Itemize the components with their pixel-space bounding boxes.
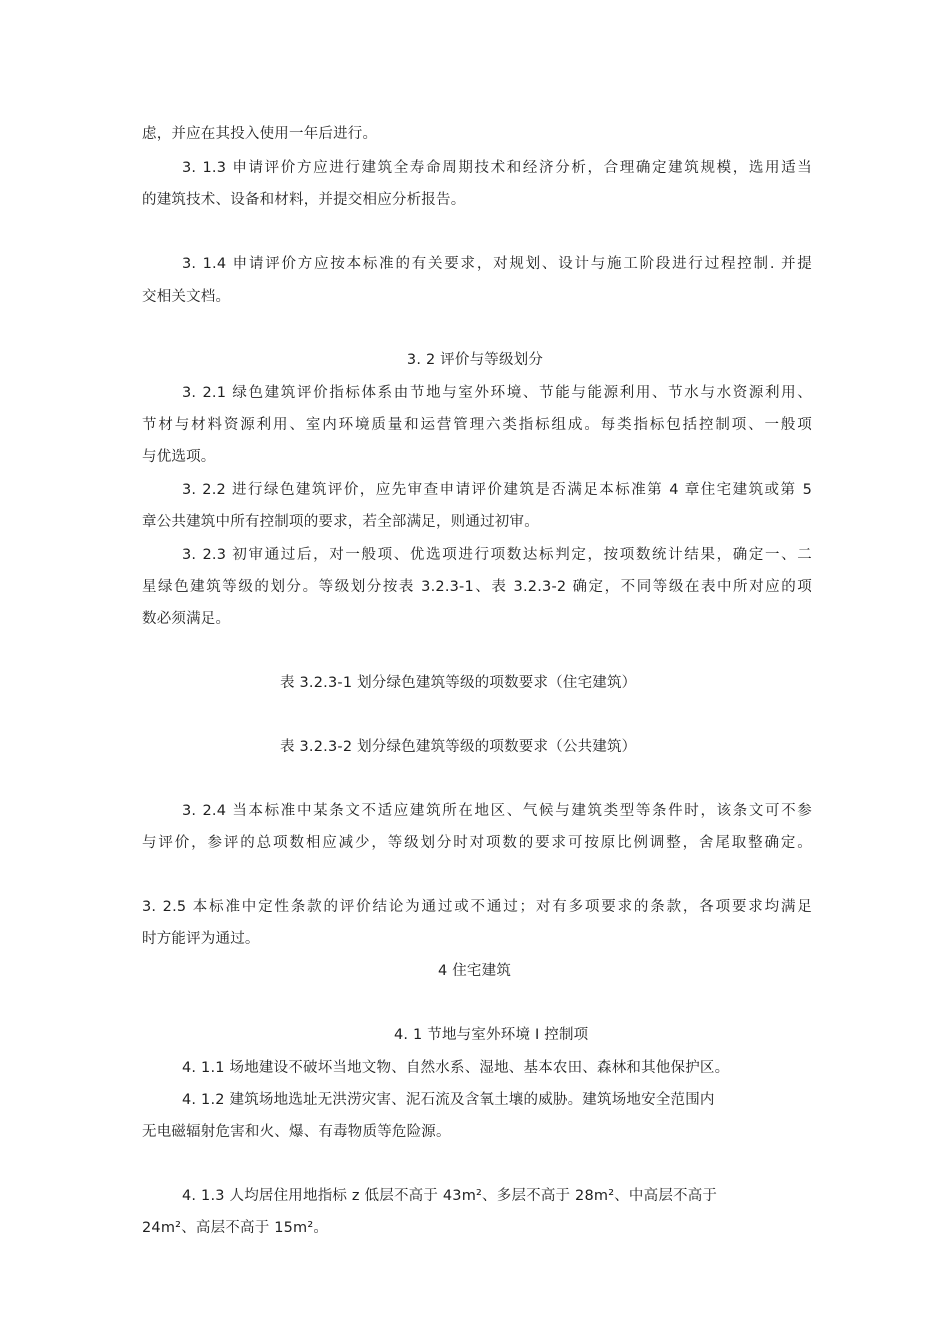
paragraph-line: 节材与材料资源利用、室内环境质量和运营管理六类指标组成。每类指标包括控制项、一般项 [142,417,812,433]
clause-4-1-2: 4. 1.2 建筑场地选址无洪涝灾害、泥石流及含氧土壤的威胁。建筑场地安全范围内 [182,1092,715,1108]
paragraph-line: 时方能评为通过。 [142,931,260,947]
paragraph-line: 交相关文档。 [142,289,231,305]
chapter-heading-4: 4 住宅建筑 [438,963,512,979]
clause-3-1-4: 3. 1.4 申请评价方应按本标准的有关要求，对规划、设计与施工阶段进行过程控制. 并提 [182,256,812,272]
section-heading-3-2: 3. 2 评价与等级划分 [406,352,544,368]
paragraph-line: 星绿色建筑等级的划分。等级划分按表 3.2.3-1、表 3.2.3-2 确定，不同等级在表中所对应的项 [142,579,812,595]
clause-4-1-1: 4. 1.1 场地建设不破坏当地文物、自然水系、湿地、基本农田、森林和其他保护区。 [182,1060,730,1076]
clause-3-2-4: 3. 2.4 当本标准中某条文不适应建筑所在地区、气候与建筑类型等条件时，该条文可不参 [182,803,812,819]
clause-3-2-3: 3. 2.3 初审通过后，对一般项、优选项进行项数达标判定，按项数统计结果，确定一、二 [182,547,812,563]
paragraph-line: 无电磁辐射危害和火、爆、有毒物质等危险源。 [142,1124,451,1140]
table-caption-3-2-3-2: 表 3.2.3-2 划分绿色建筑等级的项数要求（公共建筑） [280,739,637,755]
paragraph-line: 与优选项。 [142,449,216,465]
paragraph-line: 数必须满足。 [142,611,231,627]
clause-3-2-1: 3. 2.1 绿色建筑评价指标体系由节地与室外环境、节能与能源利用、节水与水资源利用、 [182,385,812,401]
table-caption-3-2-3-1: 表 3.2.3-1 划分绿色建筑等级的项数要求（住宅建筑） [280,675,637,691]
clause-3-2-5: 3. 2.5 本标准中定性条款的评价结论为通过或不通过；对有多项要求的条款，各项要求均满足 [142,899,812,915]
clause-3-2-2: 3. 2.2 进行绿色建筑评价，应先审查申请评价建筑是否满足本标准第 4 章住宅建筑或第 5 [182,482,812,498]
paragraph-line: 章公共建筑中所有控制项的要求，若全部满足，则通过初审。 [142,514,539,530]
paragraph-line: 与评价，参评的总项数相应减少，等级划分时对项数的要求可按原比例调整，舍尾取整确定。 [142,835,812,851]
clause-4-1-3: 4. 1.3 人均居住用地指标 z 低层不高于 43m²、多层不高于 28m²、中高层不高于 [182,1188,718,1204]
paragraph-line: 虑，并应在其投入使用一年后进行。 [142,126,378,142]
paragraph-line: 的建筑技术、设备和材料，并提交相应分析报告。 [142,192,466,208]
clause-3-1-3: 3. 1.3 申请评价方应进行建筑全寿命周期技术和经济分析，合理确定建筑规模，选用适当 [182,160,812,176]
section-heading-4-1: 4. 1 节地与室外环境 I 控制项 [394,1027,589,1043]
paragraph-line: 24m²、高层不高于 15m²。 [142,1220,329,1236]
